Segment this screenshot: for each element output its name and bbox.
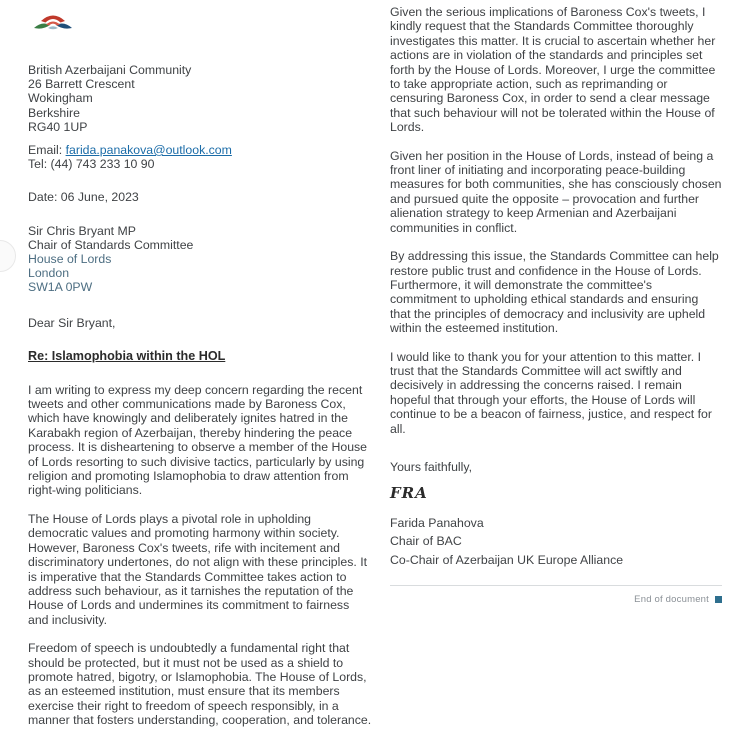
letter-date: Date: 06 June, 2023 — [28, 190, 139, 205]
paragraph: The House of Lords plays a pivotal role in upholding democratic values and promoting harmony within society. However, Baroness Cox's tweets, rife with incitement and discriminatory undertones, do not align with these principles. It is imperative that the Standards Committee takes action to address such behaviour, as it tarnishes the reputation of the House of Lords and undermines its commitment to fairness and inclusivity. — [28, 511, 368, 627]
recipient-address — [28, 224, 373, 295]
end-divider — [390, 585, 722, 586]
letter-body-left — [28, 383, 373, 728]
recipient-title: Chair of Standards Committee — [28, 237, 194, 252]
sender-address — [28, 63, 373, 134]
sender-address-line: 26 Barrett Crescent — [28, 77, 135, 92]
tel-line: Tel: (44) 743 233 10 90 — [28, 157, 155, 172]
recipient-city: London — [28, 266, 70, 281]
bac-logo — [30, 8, 76, 36]
subject-line: Re: Islamophobia within the HOL — [28, 348, 226, 363]
signoff-role: Chair of BAC — [390, 534, 462, 549]
handwritten-signature: FRA — [390, 483, 428, 502]
paragraph: By addressing this issue, the Standards Committee can help restore public trust and confidence in the House of Lords. Furthermore, it will demonstrate the committee's commitment to upholding ethical standards and ensuring that the principles of democracy and inclusivity are upheld within the esteemed institution. — [390, 249, 719, 336]
end-of-document-label: End of document — [634, 594, 709, 606]
sender-address-line: Berkshire — [28, 105, 80, 120]
end-of-document-icon — [715, 596, 722, 603]
paragraph: I would like to thank you for your attention to this matter. I trust that the Standards Committee will act swiftly and decisively in addressing the concerns raised. I remain hopeful that through your efforts, the House of Lords will continue to be a beacon of fairness, justice, and respect for all. — [390, 349, 712, 436]
email-label: Email: — [28, 143, 66, 158]
paragraph: Given the serious implications of Baroness Cox's tweets, I kindly request that the Standards Committee thoroughly investigates this matter. It is crucial to ascertain whether her actions are in violation of the standards and principles set forth by the House of Lords. Moreover, I urge the committee to take appropriate action, such as reprimanding or censuring Baroness Cox, in order to send a clear message that such behaviour will not be tolerated within the House of Lords. — [390, 5, 716, 135]
sender-address-line: Wokingham — [28, 91, 93, 106]
letter-left-column — [28, 0, 373, 742]
letter-body-right — [390, 5, 722, 436]
recipient-postcode: SW1A 0PW — [28, 280, 93, 295]
paragraph: Given her position in the House of Lords, instead of being a front liner of initiating and incorporating peace-building measures for both communities, she has consciously chosen and pursued quite the opposite – provocation and further alienation strategy to keep Armenian and Azerbaijani communities in conflict. — [390, 148, 722, 235]
sender-org: British Azerbaijani Community — [28, 63, 192, 77]
recipient-org: House of Lords — [28, 252, 112, 267]
signoff-name: Farida Panahova — [390, 515, 484, 530]
paragraph: I am writing to express my deep concern regarding the recent tweets and other communications made by Baroness Cox, which have knowingly and deliberately ignites hatred in the Karabakh region of Azerbaijan, thereby hindering the peace process. It is disheartening to observe a member of the House of Lords resorting to such divisive tactics, particularly by using religion and promoting Islamophobia to draw attention from right-wing politicians. — [28, 382, 368, 498]
letter-right-column — [390, 5, 722, 605]
recipient-name: Sir Chris Bryant MP — [28, 223, 136, 238]
email-link[interactable]: farida.panakova@outlook.com — [65, 143, 232, 158]
email-line — [28, 143, 373, 157]
salutation: Dear Sir Bryant, — [28, 315, 116, 330]
paragraph: Freedom of speech is undoubtedly a fundamental right that should be protected, but it must not be used as a shield to promote hatred, bigotry, or Islamophobia. The House of Lords, as an esteemed institution, must ensure that its members exercise their right to freedom of speech responsibly, in a manner that fosters understanding, cooperation, and tolerance. — [28, 641, 372, 728]
sender-address-line: RG40 1UP — [28, 119, 88, 134]
closing: Yours faithfully, — [390, 459, 473, 474]
prev-page-button[interactable] — [0, 240, 16, 272]
end-of-document-row — [390, 594, 722, 605]
sender-contact — [28, 143, 373, 171]
signoff-block — [390, 514, 722, 570]
signoff-role-2: Co-Chair of Azerbaijan UK Europe Alliance — [390, 552, 624, 567]
